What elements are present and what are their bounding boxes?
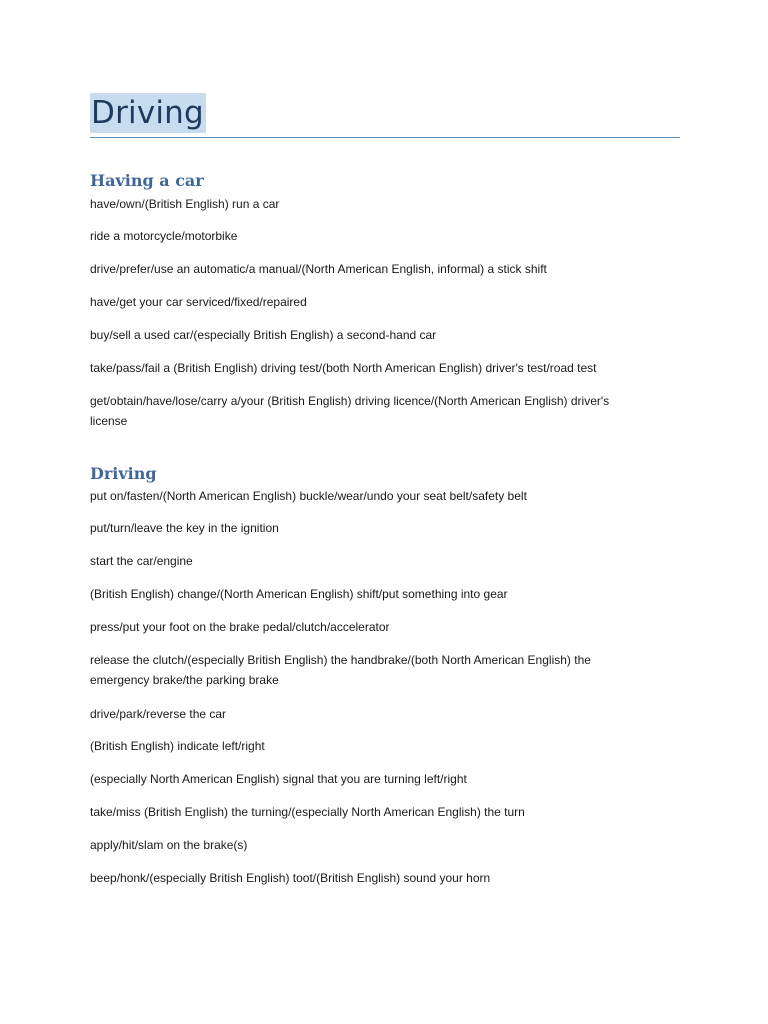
text-line: release the clutch/(especially British English) the handbrake/(both North American English) the emergency brake/the parking brake [90, 653, 591, 687]
text-line: (especially North American English) signal that you are turning left/right [90, 772, 467, 786]
text-line: put on/fasten/(North American English) buckle/wear/undo your seat belt/safety belt [90, 489, 527, 503]
title-underline [90, 137, 680, 138]
text-line: press/put your foot on the brake pedal/clutch/accelerator [90, 620, 390, 634]
text-line: take/miss (British English) the turning/(especially North American English) the turn [90, 805, 525, 819]
text-line: buy/sell a used car/(especially British English) a second-hand car [90, 328, 437, 342]
section-heading-having-a-car: Having a car [90, 171, 204, 190]
section-heading-driving: Driving [90, 464, 157, 483]
text-line: put/turn/leave the key in the ignition [90, 521, 279, 535]
text-line: apply/hit/slam on the brake(s) [90, 838, 248, 852]
text-line: drive/park/reverse the car [90, 707, 227, 721]
text-line: take/pass/fail a (British English) driving test/(both North American English) driver's test/road test [90, 361, 597, 375]
page-title: Driving [91, 95, 204, 131]
text-line: (British English) change/(North American English) shift/put something into gear [90, 587, 508, 601]
text-line: get/obtain/have/lose/carry a/your (British English) driving licence/(North American English) driver's license [90, 394, 610, 428]
text-line: (British English) indicate left/right [90, 739, 265, 753]
text-line: have/own/(British English) run a car [90, 197, 280, 211]
text-line: ride a motorcycle/motorbike [90, 229, 238, 243]
text-line: drive/prefer/use an automatic/a manual/(North American English, informal) a stick shift [90, 262, 547, 276]
text-line: beep/honk/(especially British English) toot/(British English) sound your horn [90, 871, 491, 885]
text-line: start the car/engine [90, 554, 193, 568]
text-line: have/get your car serviced/fixed/repaired [90, 295, 307, 309]
